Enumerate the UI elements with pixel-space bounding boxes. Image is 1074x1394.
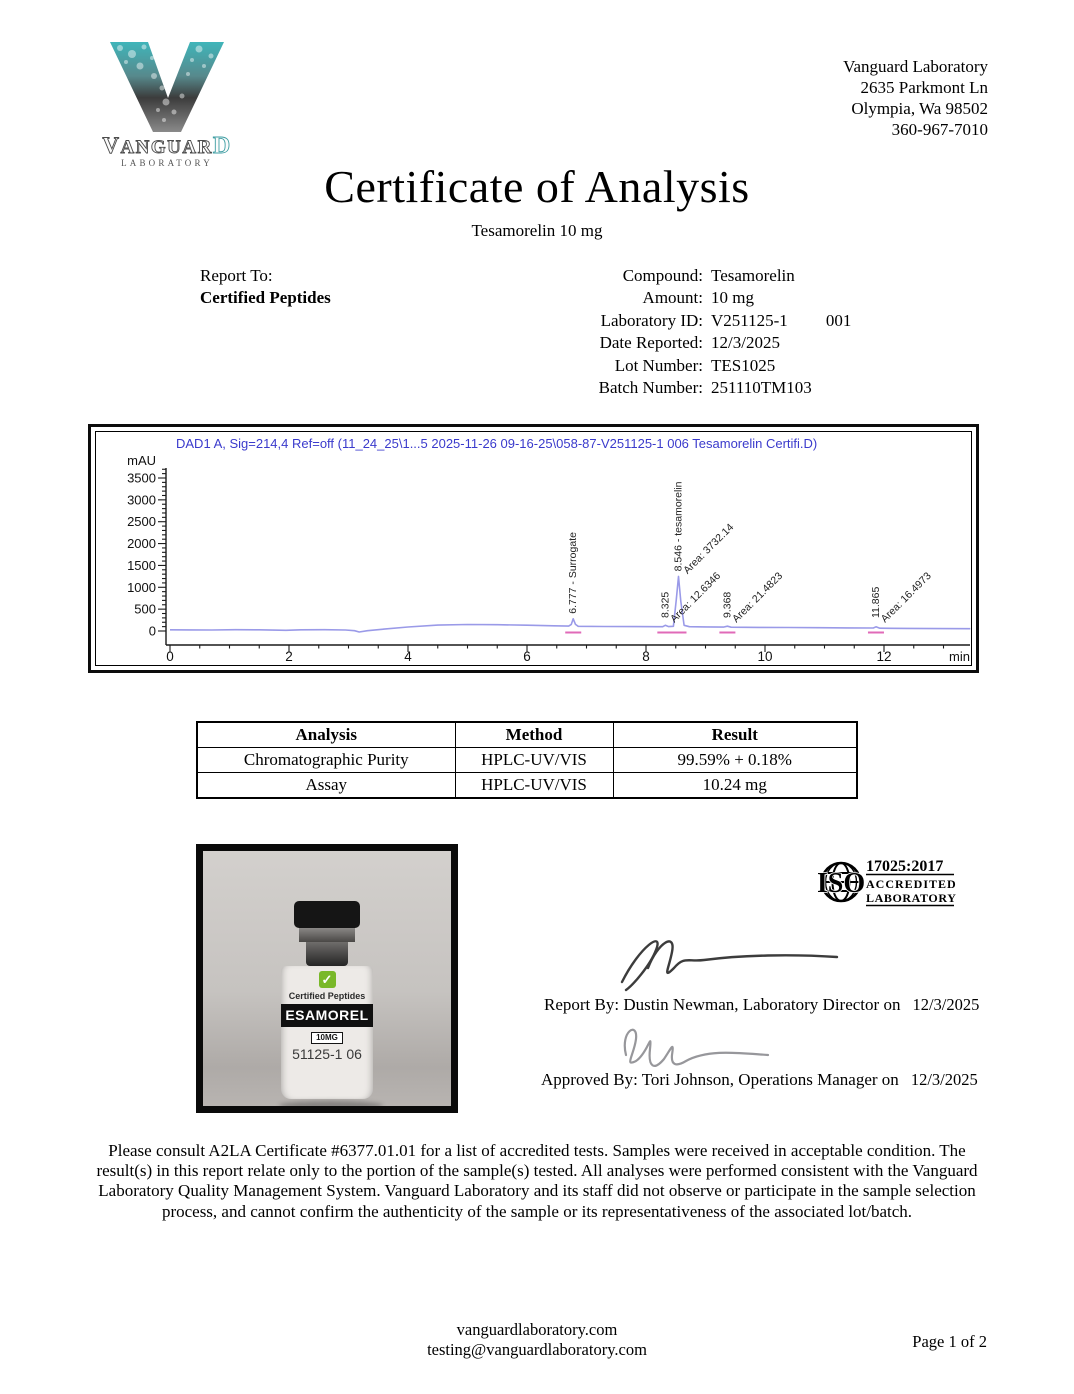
iso-accreditation-badge bbox=[818, 856, 956, 910]
iso-accredited-text: ACCREDITED bbox=[866, 877, 956, 891]
y-tick-label: 1500 bbox=[127, 557, 156, 573]
lab-address-block bbox=[843, 56, 988, 140]
brand-check-icon: ✓ bbox=[319, 971, 336, 988]
table-cell: Chromatographic Purity bbox=[197, 748, 455, 773]
y-tick-label: 2500 bbox=[127, 514, 156, 530]
x-tick-label: 6 bbox=[523, 649, 531, 664]
table-cell: HPLC-UV/VIS bbox=[455, 748, 613, 773]
vial-cap bbox=[294, 901, 360, 928]
info-value: Tesamorelin bbox=[711, 266, 795, 285]
address-line: 360-967-7010 bbox=[891, 120, 988, 139]
report-by-text: Report By: Dustin Newman, Laboratory Director on bbox=[544, 995, 901, 1014]
info-label: Compound: bbox=[622, 266, 703, 285]
disclaimer-text: Please consult A2LA Certificate #6377.01.01 for a list of accredited tests. Samples were received in acceptable condition. The result(s) in this report relate only to the portion of the sample(s) tested. All analyses were performed consistent with the Vanguard Laboratory Quality Management System. Vanguard Laboratory and its staff did not observe or participate in the sample selection process, and cannot confirm the authenticity of the sample or its representativeness of the associated lot/batch. bbox=[96, 1141, 978, 1221]
signature-tori-johnson bbox=[608, 1013, 843, 1073]
sample-info-block bbox=[420, 265, 940, 399]
info-value: V251125-1 bbox=[711, 310, 788, 330]
table-header-cell: Result bbox=[613, 722, 857, 748]
approved-by-line bbox=[541, 1070, 978, 1090]
peak-rt-label: 9.368 bbox=[721, 591, 734, 618]
info-label: Amount: bbox=[642, 288, 703, 308]
product-photo bbox=[196, 844, 458, 1113]
info-value: TES1025 bbox=[711, 355, 776, 375]
info-label: Laboratory ID: bbox=[600, 310, 703, 330]
chromatogram-frame bbox=[88, 424, 979, 673]
report-to-block bbox=[200, 265, 331, 310]
peak-rt-label: 8.325 bbox=[659, 591, 672, 618]
report-to-name: Certified Peptides bbox=[200, 288, 331, 308]
page-subtitle: Tesamorelin 10 mg bbox=[471, 221, 603, 240]
x-tick-label: 10 bbox=[757, 649, 773, 664]
page-number: Page 1 of 2 bbox=[912, 1332, 987, 1351]
table-header-row bbox=[197, 722, 857, 748]
info-label: Batch Number: bbox=[598, 378, 703, 398]
page-title: Certificate of Analysis bbox=[324, 161, 750, 212]
vanguard-logo-graphic bbox=[96, 40, 238, 172]
vial-shadow bbox=[279, 1101, 383, 1110]
info-value: 12/3/2025 bbox=[711, 333, 780, 353]
vial bbox=[279, 901, 375, 1110]
report-by-line bbox=[544, 995, 979, 1015]
info-row bbox=[420, 310, 940, 332]
info-label: Date Reported: bbox=[599, 333, 703, 353]
vial-seal bbox=[299, 928, 355, 942]
vial-label bbox=[281, 966, 373, 1099]
peak-area-label: Area: 3732.14 bbox=[681, 521, 737, 577]
report-by-date: 12/3/2025 bbox=[912, 995, 980, 1014]
approved-by-date: 12/3/2025 bbox=[910, 1070, 978, 1089]
vial-brand-text: Certified Peptides bbox=[288, 991, 366, 1001]
table-cell: 99.59% + 0.18% bbox=[613, 748, 857, 773]
x-tick-label: 0 bbox=[166, 649, 174, 664]
footer-website: vanguardlaboratory.com bbox=[456, 1320, 618, 1339]
x-axis-unit: min bbox=[949, 649, 970, 664]
table-header-cell: Method bbox=[455, 722, 613, 748]
info-row bbox=[420, 332, 940, 354]
peak-area-label: Area: 16.4973 bbox=[878, 569, 934, 626]
info-value: 10 mg bbox=[711, 288, 754, 308]
peak-rt-label: 8.546 - tesamorelin bbox=[672, 481, 685, 572]
y-axis-unit: mAU bbox=[127, 453, 156, 468]
signature-dustin-newman bbox=[592, 924, 867, 998]
peak-rt-label: 11.865 bbox=[869, 586, 882, 618]
info-row bbox=[420, 377, 940, 399]
report-to-label: Report To: bbox=[200, 266, 273, 285]
address-line: Vanguard Laboratory bbox=[843, 57, 988, 76]
peak-area-label: Area: 21.4823 bbox=[730, 569, 786, 626]
vial-neck bbox=[306, 942, 348, 966]
x-tick-label: 4 bbox=[404, 649, 412, 664]
approved-by-text: Approved By: Tori Johnson, Operations Manager on bbox=[541, 1070, 899, 1089]
vial-lot-number: 51125-1 06 bbox=[292, 1046, 362, 1062]
y-tick-label: 0 bbox=[148, 623, 156, 639]
info-label: Lot Number: bbox=[614, 355, 703, 375]
logo-brand-text: VANGUARD bbox=[102, 133, 232, 159]
results-table bbox=[196, 721, 858, 799]
table-header-cell: Analysis bbox=[197, 722, 455, 748]
iso-text: ISO bbox=[818, 868, 866, 899]
vanguard-logo bbox=[96, 40, 238, 172]
x-tick-label: 8 bbox=[642, 649, 650, 664]
y-tick-label: 3000 bbox=[127, 492, 156, 508]
logo-v-icon bbox=[110, 42, 224, 132]
address-line: Olympia, Wa 98502 bbox=[851, 99, 988, 118]
info-row bbox=[420, 265, 940, 287]
vial-strength: 10MG bbox=[311, 1032, 343, 1044]
address-line: 2635 Parkmont Ln bbox=[860, 78, 988, 97]
table-row bbox=[197, 748, 857, 773]
peak-area-label: Area: 12.6346 bbox=[667, 569, 724, 626]
y-tick-label: 2000 bbox=[127, 536, 156, 552]
chromatogram-inner-border bbox=[95, 431, 972, 666]
info-row bbox=[420, 287, 940, 309]
table-row bbox=[197, 773, 857, 799]
chromatogram-chart bbox=[96, 432, 971, 665]
info-value-extra: 001 bbox=[825, 310, 852, 330]
info-value: 251110TM103 bbox=[711, 378, 812, 398]
table-cell: HPLC-UV/VIS bbox=[455, 773, 613, 799]
x-tick-label: 12 bbox=[876, 649, 892, 664]
footer-email: testing@vanguardlaboratory.com bbox=[427, 1339, 647, 1359]
x-tick-label: 2 bbox=[285, 649, 293, 664]
y-tick-label: 500 bbox=[134, 601, 156, 617]
chart-title: DAD1 A, Sig=214,4 Ref=off (11_24_25\1...5 2025-11-26 09-16-25\058-87-V251125-1 006 Tesamorelin Certifi.D) bbox=[176, 436, 818, 451]
iso-laboratory-text: LABORATORY bbox=[866, 891, 956, 905]
y-tick-label: 3500 bbox=[127, 470, 156, 486]
y-tick-label: 1000 bbox=[127, 579, 156, 595]
peak-rt-label: 6.777 - Surrogate bbox=[567, 532, 580, 614]
logo-sub-text: LABORATORY bbox=[121, 158, 213, 168]
table-cell: Assay bbox=[197, 773, 455, 799]
iso-standard-text: 17025:2017 bbox=[866, 858, 944, 875]
info-row bbox=[420, 355, 940, 377]
iso-badge-graphic bbox=[818, 856, 956, 910]
table-cell: 10.24 mg bbox=[613, 773, 857, 799]
vial-product-name: ESAMOREL bbox=[281, 1004, 373, 1027]
